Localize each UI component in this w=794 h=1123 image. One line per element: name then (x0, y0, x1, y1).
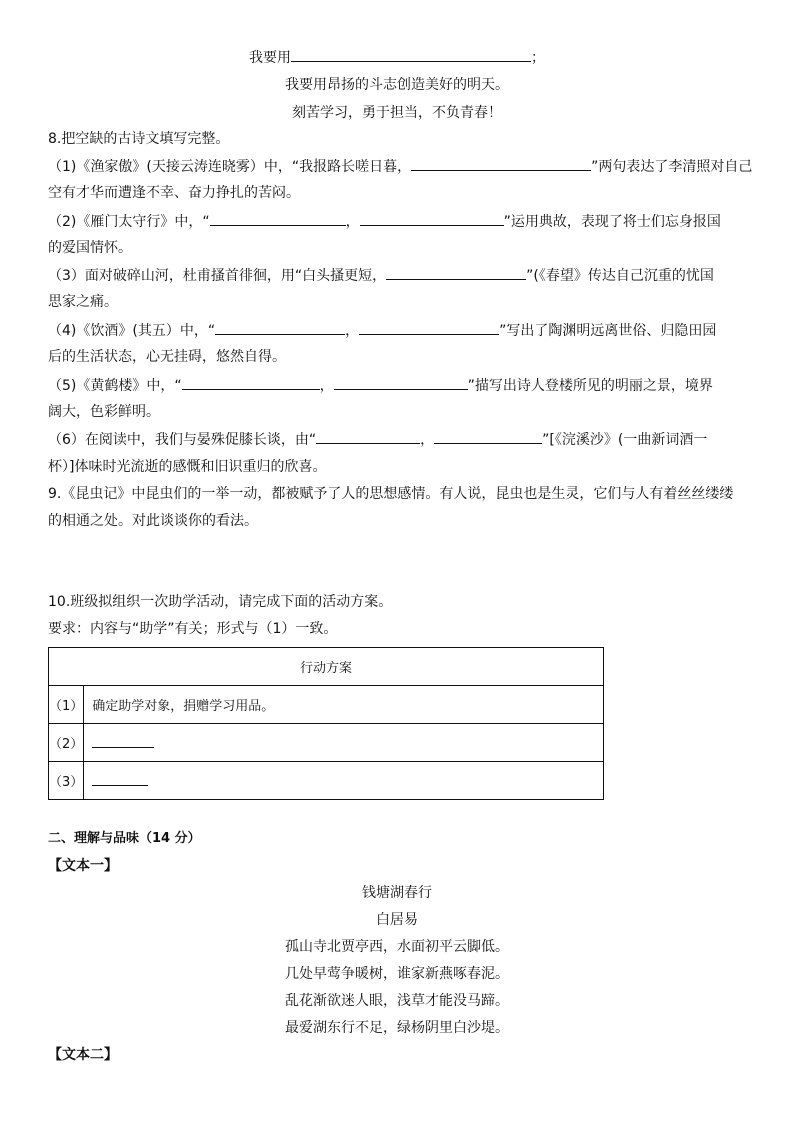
pledge-prefix: 我要用 (249, 50, 291, 66)
q8-item-5-text-b: ”描写出诗人登楼所见的明丽之景，境界 (467, 378, 713, 394)
q9-line-2: 的相通之处。对此谈谈你的看法。 (48, 513, 258, 529)
q10-line-1: 10.班级拟组织一次助学活动，请完成下面的活动方案。 (48, 594, 393, 610)
pledge-line-2: 我要用昂扬的斗志创造美好的明天。 (285, 77, 509, 93)
q8-item-3-text-b: ”(《春望》传达自己沉重的忧国 (526, 268, 714, 284)
row-number: （2） (49, 724, 84, 762)
q8-item-1-line-2: 空有才华而遭逢不幸、奋力挣扎的苦闷。 (48, 185, 300, 201)
row-number: （3） (49, 762, 84, 800)
q8-item-1-line-1 (48, 156, 753, 177)
q8-item-5-text: （5)《黄鹤楼》中，“ (48, 378, 182, 394)
q8-item-3-text: （3）面对破碎山河，杜甫搔首徘徊，用“白头搔更短， (48, 268, 387, 284)
comma: ， (345, 214, 360, 230)
answer-blank[interactable] (434, 429, 542, 444)
answer-blank[interactable] (334, 375, 468, 390)
comma: ， (345, 323, 360, 339)
q8-item-3-line-1 (48, 265, 742, 286)
poem-title: 钱塘湖春行 (362, 885, 432, 901)
q8-item-6-line-1 (48, 429, 742, 450)
table-row (49, 686, 604, 724)
section-heading: 二、理解与品味（14 分） (48, 831, 201, 846)
table-header: 行动方案 (49, 648, 604, 686)
answer-blank[interactable] (92, 733, 154, 748)
pledge-suffix: ； (531, 50, 545, 66)
text-one-label: 【文本一】 (48, 858, 118, 874)
q8-item-4-line-2: 后的生活状态，心无挂碍，悠然自得。 (48, 349, 286, 365)
q9-line-1: 9.《昆虫记》中昆虫们的一举一动，都被赋予了人的思想感情。有人说，昆虫也是生灵，它们与人有着丝丝缕缕 (48, 486, 734, 502)
answer-blank[interactable] (411, 156, 591, 171)
q8-item-4-text: （4)《饮酒》(其五）中，“ (48, 323, 216, 339)
row-answer-cell[interactable] (84, 724, 604, 762)
q8-item-5-line-2: 阔大，色彩鲜明。 (48, 404, 160, 420)
q8-item-6-line-2: 杯）]体味时光流逝的感慨和旧识重归的欣喜。 (48, 459, 327, 475)
q8-item-1-text-b: ”两句表达了李清照对自己 (591, 159, 753, 175)
comma: ， (420, 432, 435, 448)
q8-item-2-text-b: ”运用典故，表现了将士们忘身报国 (503, 214, 721, 230)
poem-author: 白居易 (376, 912, 418, 928)
q10-line-2: 要求：内容与“助学”有关；形式与（1）一致。 (48, 621, 338, 637)
pledge-line-1 (0, 47, 794, 68)
q8-item-1-text: （1)《渔家傲》(天接云涛连晓雾）中，“我报路长嗟日暮， (48, 159, 412, 175)
q8-item-6-text: （6）在阅读中，我们与晏殊促膝长谈，由“ (48, 432, 317, 448)
table-header-row (49, 648, 604, 686)
table-row (49, 762, 604, 800)
comma: ， (319, 378, 334, 394)
q8-item-6-text-b: ”[《浣溪沙》(一曲新词酒一 (542, 432, 708, 448)
answer-blank[interactable] (291, 47, 531, 62)
action-plan-table (48, 647, 604, 800)
answer-blank[interactable] (182, 375, 320, 390)
answer-blank[interactable] (386, 265, 526, 280)
poem-line: 孤山寺北贾亭西，水面初平云脚低。 (285, 939, 509, 955)
answer-blank[interactable] (215, 320, 345, 335)
q8-item-2-line-1 (48, 211, 742, 232)
q8-item-2-line-2: 的爱国情怀。 (48, 240, 132, 256)
pledge-line-3: 刻苦学习，勇于担当，不负青春！ (292, 105, 502, 121)
q8-item-4-text-b: ”写出了陶渊明远离世俗、归隐田园 (499, 323, 717, 339)
answer-blank[interactable] (92, 771, 148, 786)
answer-blank[interactable] (359, 320, 499, 335)
poem-line: 几处早莺争暖树，谁家新燕啄春泥。 (285, 966, 509, 982)
q8-item-5-line-1 (48, 375, 742, 396)
poem-line: 最爱湖东行不足，绿杨阴里白沙堤。 (285, 1020, 509, 1036)
q8-item-2-text: （2)《雁门太守行》中，“ (48, 214, 210, 230)
text-two-label: 【文本二】 (48, 1047, 118, 1063)
poem-line: 乱花渐欲迷人眼，浅草才能没马蹄。 (285, 993, 509, 1009)
table-row (49, 724, 604, 762)
row-answer-cell[interactable] (84, 762, 604, 800)
q8-item-3-line-2: 思家之痛。 (48, 294, 118, 310)
answer-blank[interactable] (210, 211, 346, 226)
q8-item-4-line-1 (48, 320, 742, 341)
row-number: （1） (49, 686, 84, 724)
answer-blank[interactable] (316, 429, 420, 444)
q8-title: 8.把空缺的古诗文填写完整。 (48, 131, 230, 147)
answer-blank[interactable] (360, 211, 504, 226)
row-content: 确定助学对象，捐赠学习用品。 (84, 686, 604, 724)
